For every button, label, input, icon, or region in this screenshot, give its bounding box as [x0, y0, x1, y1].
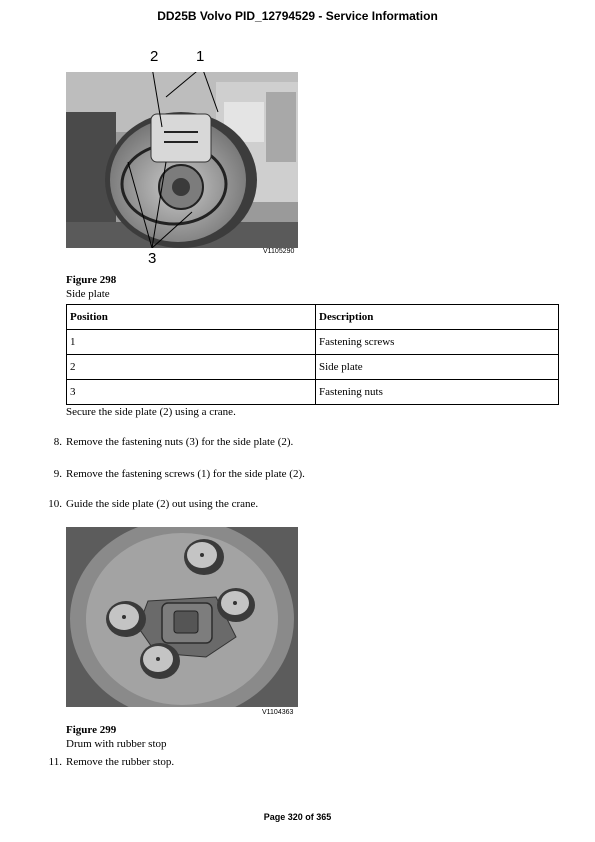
header-description: Description [316, 305, 559, 330]
cell-description: Side plate [316, 355, 559, 380]
step-number: 9. [53, 468, 62, 480]
cell-position: 3 [67, 380, 316, 405]
callout-2: 2 [150, 48, 159, 65]
document-header: DD25B Volvo PID_12794529 - Service Information [157, 9, 438, 23]
page-footer: Page 320 of 365 [263, 812, 332, 822]
step-text: Remove the fastening screws (1) for the side plate (2). [66, 468, 305, 480]
side-plate-illustration [66, 72, 298, 248]
table-row [67, 380, 559, 405]
step-number: 11. [48, 756, 62, 768]
figure-298-title: Figure 298 [66, 274, 117, 286]
cell-position: 1 [67, 330, 316, 355]
step-number: 8. [53, 436, 62, 448]
figure-299-title: Figure 299 [66, 724, 117, 736]
step-text: Remove the fastening nuts (3) for the side plate (2). [66, 436, 294, 448]
callout-3: 3 [148, 250, 157, 267]
table-row [67, 330, 559, 355]
header-position: Position [67, 305, 316, 330]
cell-description: Fastening screws [316, 330, 559, 355]
step-number: 10. [48, 498, 62, 510]
table-row [67, 355, 559, 380]
position-table [66, 304, 559, 405]
cell-description: Fastening nuts [316, 380, 559, 405]
table-header-row [67, 305, 559, 330]
figure-299-caption: Drum with rubber stop [66, 738, 167, 750]
intro-text: Secure the side plate (2) using a crane. [66, 406, 236, 418]
figure-298-image-id: V1105290 [263, 248, 295, 255]
step-text: Guide the side plate (2) out using the crane. [66, 498, 259, 510]
figure-299-image-id: V1104363 [262, 709, 294, 716]
drum-rubber-stop-photo [66, 527, 298, 707]
cell-position: 2 [67, 355, 316, 380]
callout-1: 1 [196, 48, 205, 65]
step-text: Remove the rubber stop. [66, 756, 175, 768]
drum-illustration [66, 527, 298, 707]
side-plate-photo [66, 72, 298, 248]
figure-298-caption: Side plate [66, 288, 110, 300]
